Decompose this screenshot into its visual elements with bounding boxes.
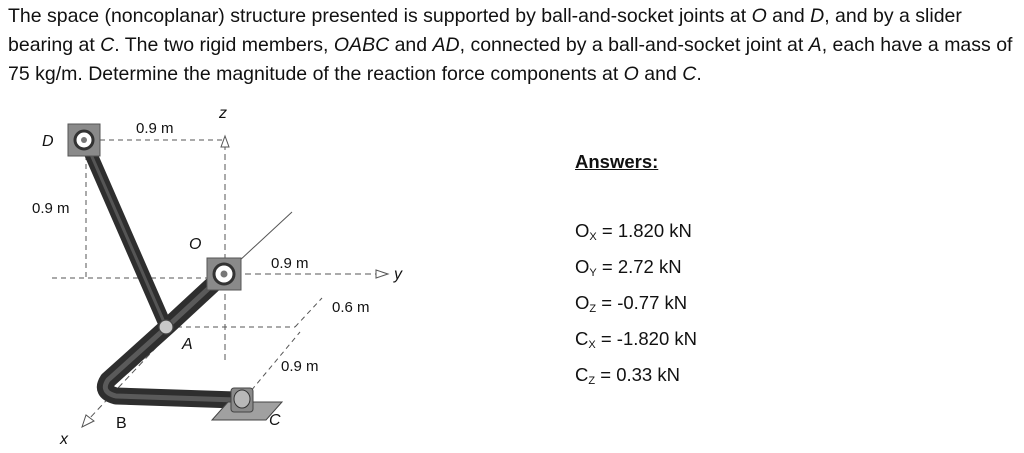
answer-subscript: X (588, 339, 596, 351)
label-o: O (189, 236, 202, 253)
member-ad-highlight (86, 143, 164, 322)
answers-title: Answers: (575, 151, 659, 172)
problem-variable: C (682, 63, 697, 85)
problem-text: The space (noncoplanar) structure presented is supported by ball-and-socket joints at (8, 5, 752, 27)
member-oabc (105, 276, 236, 400)
problem-variable: C (100, 34, 115, 56)
answer-value: = -1.820 kN (595, 328, 698, 349)
answers-panel (575, 147, 697, 396)
answer-symbol: C (575, 364, 589, 385)
answer-value: = 0.33 kN (595, 364, 680, 385)
problem-variable: D (810, 5, 825, 27)
dim-oy-label: 0.9 m (271, 255, 309, 272)
answer-row (575, 216, 697, 252)
answer-row (575, 252, 697, 288)
answers-list (575, 216, 697, 396)
member-oabc-highlight (105, 276, 236, 400)
answer-row (575, 360, 697, 396)
answer-symbol: C (575, 328, 589, 349)
support-o (207, 258, 241, 290)
problem-text: , each have a mass of 75 kg/m. Determine the magnitude of the reaction force components at (8, 34, 1013, 85)
answer-subscript: X (589, 231, 597, 243)
member-ad (86, 143, 164, 322)
dim-dz-left-label: 0.9 m (32, 200, 70, 217)
dim-cy-label: 0.6 m (332, 299, 370, 316)
problem-variable: O (751, 5, 767, 27)
answer-row (575, 324, 697, 360)
socket-o-ball (221, 271, 228, 278)
dim-dz-top-label: 0.9 m (136, 120, 174, 137)
answer-value: = -0.77 kN (596, 292, 688, 313)
answer-subscript: Z (588, 375, 596, 387)
problem-variable: OABC (333, 34, 390, 56)
problem-text: and (766, 5, 811, 27)
problem-text: , and by a slider bearing at (8, 5, 962, 56)
problem-text: and (389, 34, 433, 56)
problem-text: and (638, 63, 683, 85)
answer-value: = 2.72 kN (596, 256, 682, 277)
answer-value: = 1.820 kN (596, 220, 692, 241)
label-d: D (42, 133, 54, 150)
socket-d-ball (81, 137, 87, 143)
label-c: C (269, 412, 281, 429)
support-d (68, 124, 100, 156)
answer-symbol: O (575, 292, 590, 313)
answer-subscript: Y (589, 267, 597, 279)
problem-variable: A (808, 34, 822, 56)
answer-subscript: Z (589, 303, 597, 315)
problem-variable: O (623, 63, 639, 85)
problem-variable: AD (432, 34, 460, 56)
y-axis-arrowhead (376, 270, 388, 278)
label-x-axis: x (60, 431, 68, 448)
answer-symbol: O (575, 256, 590, 277)
problem-text: . (696, 63, 702, 85)
problem-text: . The two rigid members, (114, 34, 334, 56)
label-b: B (116, 415, 127, 432)
joint-a-ball-icon (159, 320, 173, 334)
bearing-c-bore-icon (234, 390, 250, 408)
answer-symbol: O (575, 220, 590, 241)
member-oabc-body (105, 276, 236, 400)
dim-c-offset-line (295, 298, 322, 327)
answer-row (575, 288, 697, 324)
dim-ac-label: 0.9 m (281, 358, 319, 375)
label-y-axis: y (394, 266, 402, 283)
x-axis-arrowhead (82, 415, 94, 427)
label-a: A (182, 336, 193, 353)
problem-text: , connected by a ball-and-socket joint at (459, 34, 809, 56)
label-z-axis: z (219, 105, 227, 122)
z-axis-arrowhead (221, 136, 229, 147)
